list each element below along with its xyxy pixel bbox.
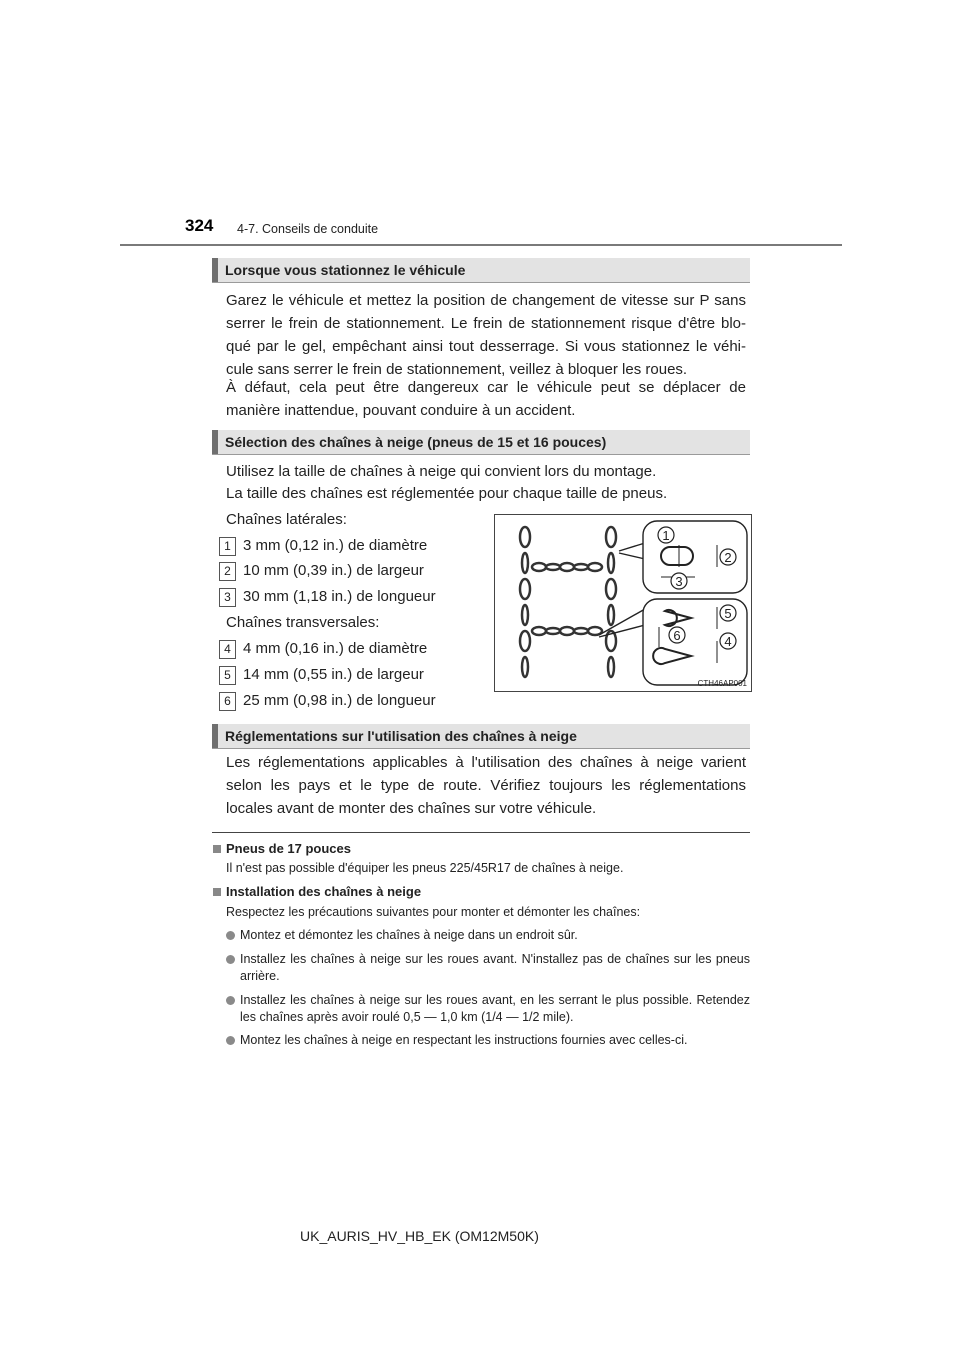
- chain-links: [520, 527, 616, 677]
- cross-chains-label: Chaînes transversales:: [226, 614, 380, 631]
- callout-label-6: 6: [673, 628, 681, 643]
- spec-text-1: 3 mm (0,12 in.) de diamètre: [243, 537, 428, 554]
- install-bullet-4: Montez les chaînes à neige en respectant les instructions fournies avec celles-ci.: [240, 1033, 688, 1047]
- regulations-section-title: Réglementations sur l'utilisation des chaînes à neige: [212, 724, 750, 749]
- snow-chain-diagram: [494, 514, 752, 692]
- note-text-tires17: Il n'est pas possible d'équiper les pneus 225/45R17 de chaînes à neige.: [226, 861, 624, 875]
- spec-number-2: 2: [219, 562, 236, 581]
- figure-code: CTH46AP001: [697, 679, 747, 688]
- spec-text-6: 25 mm (0,98 in.) de longueur: [243, 692, 436, 709]
- note-title-tires17: Pneus de 17 pouces: [226, 841, 351, 856]
- page-number: 324: [185, 216, 214, 235]
- selection-section-title: Sélection des chaînes à neige (pneus de 15 et 16 pouces): [212, 430, 750, 455]
- square-bullet-icon: [213, 845, 221, 853]
- callout-label-4: 4: [724, 634, 732, 649]
- spec-number-6: 6: [219, 692, 236, 711]
- footer-model-code: UK_AURIS_HV_HB_EK (OM12M50K): [300, 1228, 539, 1244]
- selection-line-2: La taille des chaînes est réglementée pour chaque taille de pneus.: [226, 485, 668, 502]
- spec-number-5: 5: [219, 666, 236, 685]
- callout-label-1: 1: [662, 528, 670, 543]
- side-chains-label: Chaînes latérales:: [226, 511, 347, 528]
- callout-label-3: 3: [675, 574, 683, 589]
- spec-number-4: 4: [219, 640, 236, 659]
- spec-number-3: 3: [219, 588, 236, 607]
- square-bullet-icon: [213, 888, 221, 896]
- round-bullet-icon: [226, 996, 235, 1005]
- notes-rule: [212, 832, 750, 833]
- round-bullet-icon: [226, 931, 235, 940]
- install-bullet-2: Installez les chaînes à neige sur les roues avant. N'installez pas de chaînes sur les pneus arrière.: [240, 952, 750, 983]
- regulations-paragraph: Les réglementations applicables à l'utilisation des chaînes à neige varient selon les pays et le type de route. Vérifiez toujours les réglementations locales avant de monter des chaînes sur votre véhicule.: [226, 754, 746, 817]
- parking-section-title: Lorsque vous stationnez le véhicule: [212, 258, 750, 283]
- spec-text-3: 30 mm (1,18 in.) de longueur: [243, 588, 436, 605]
- install-bullet-1: Montez et démontez les chaînes à neige dans un endroit sûr.: [240, 928, 578, 942]
- selection-line-1: Utilisez la taille de chaînes à neige qui convient lors du montage.: [226, 463, 657, 480]
- round-bullet-icon: [226, 955, 235, 964]
- spec-number-1: 1: [219, 537, 236, 556]
- callout-label-2: 2: [724, 550, 732, 565]
- spec-text-5: 14 mm (0,55 in.) de largeur: [243, 666, 424, 683]
- round-bullet-icon: [226, 1036, 235, 1045]
- spec-text-4: 4 mm (0,16 in.) de diamètre: [243, 640, 428, 657]
- header-rule: [120, 244, 842, 246]
- callout-label-5: 5: [724, 606, 732, 621]
- parking-paragraph-1: Garez le véhicule et mettez la position de changement de vitesse sur P sans serrer le frein de stationnement. Le frein de stationnement risque d'être bloqué par le gel, empêchant ainsi tout desserrage. Si vous stationnez le véhicule sans serrer le frein de stationnement, veillez à bloquer les roues.: [226, 292, 746, 378]
- note-text-install-intro: Respectez les précautions suivantes pour monter et démonter les chaînes:: [226, 905, 641, 919]
- parking-paragraph-2: À défaut, cela peut être dangereux car le véhicule peut se déplacer de manière inattendue, pouvant conduire à un accident.: [226, 379, 746, 419]
- section-heading: 4-7. Conseils de conduite: [237, 222, 379, 236]
- install-bullet-3: Installez les chaînes à neige sur les roues avant, en les serrant le plus possible. Retendez les chaînes après avoir roulé 0,5 — 1,0 km (1/4 — 1/2 mile).: [240, 993, 750, 1024]
- spec-text-2: 10 mm (0,39 in.) de largeur: [243, 562, 424, 579]
- note-title-install: Installation des chaînes à neige: [226, 884, 422, 899]
